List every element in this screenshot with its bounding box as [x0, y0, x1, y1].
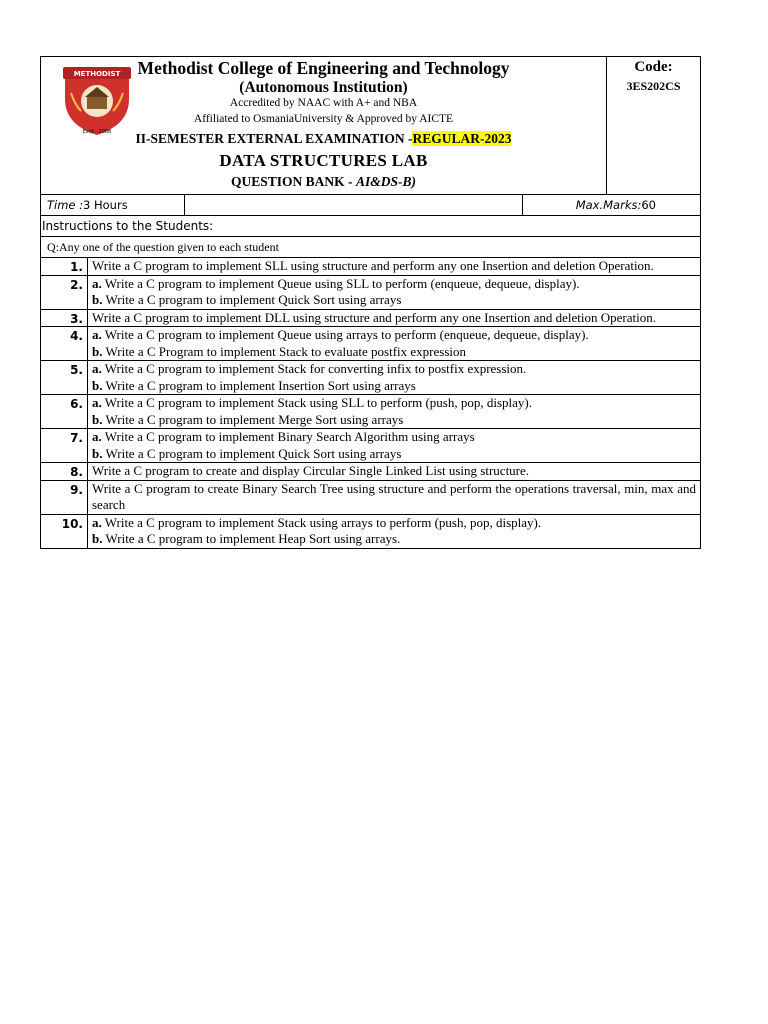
question-bank-section: AI&DS-B) — [355, 174, 416, 189]
question-row — [41, 361, 700, 395]
question-number: 6. — [41, 395, 88, 428]
code-value: 3ES202CS — [626, 79, 681, 93]
question-part-a — [92, 481, 696, 514]
part-a-text: Write a C program to implement Queue using arrays to perform (enqueue, dequeue, display). — [104, 327, 589, 342]
question-text — [88, 310, 700, 327]
question-part-b — [92, 446, 696, 463]
code-label: Code: — [634, 59, 673, 75]
question-text — [88, 258, 700, 275]
question-number: 10. — [41, 515, 88, 548]
part-a-text: Write a C program to implement Binary Search Algorithm using arrays — [104, 429, 475, 444]
part-b-label: b. — [92, 445, 103, 461]
question-bank-title — [41, 174, 606, 190]
exam-title — [41, 131, 606, 147]
part-b-label: b. — [92, 377, 103, 393]
part-a-text: Write a C program to implement Stack using arrays to perform (push, pop, display). — [104, 514, 542, 530]
part-a-text: Write a C program to create and display Circular Single Linked List using structure. — [92, 463, 530, 478]
time-marks-row — [41, 195, 700, 216]
question-text — [88, 481, 700, 514]
question-row — [41, 276, 700, 310]
question-part-a — [92, 515, 696, 532]
marks-label: Max.Marks: — [575, 198, 642, 212]
time-cell — [41, 195, 185, 215]
question-row — [41, 515, 700, 548]
part-b-label: b. — [92, 531, 103, 546]
instructions-heading: Instructions to the Students: — [41, 216, 700, 237]
question-number: 7. — [41, 429, 88, 462]
question-part-b — [92, 292, 696, 309]
part-b-text: Write a C program to implement Heap Sort using arrays. — [105, 531, 401, 546]
exam-regular-highlight: REGULAR-2023 — [412, 131, 512, 146]
accreditation-text: Accredited by NAAC with A+ and NBA — [229, 97, 418, 109]
part-a-text: Write a C program to implement DLL using structure and perform any one Insertion and deletion Operation. — [92, 309, 656, 325]
question-part-a — [92, 463, 696, 480]
blank-cell — [185, 195, 523, 215]
question-number: 2. — [41, 276, 88, 309]
question-part-a — [92, 395, 696, 412]
college-name: Methodist College of Engineering and Technology — [137, 58, 510, 78]
part-b-text: Write a C Program to implement Stack to evaluate postfix expression — [105, 343, 467, 359]
question-row — [41, 481, 700, 515]
question-part-b — [92, 412, 696, 429]
time-value: 3 Hours — [83, 198, 128, 212]
question-part-a — [92, 361, 696, 378]
question-row — [41, 327, 700, 361]
question-note: Q:Any one of the question given to each student — [41, 237, 700, 258]
question-part-a — [92, 310, 696, 327]
question-number: 8. — [41, 463, 88, 480]
question-row — [41, 310, 700, 328]
question-number: 5. — [41, 361, 88, 394]
paper-header — [41, 57, 700, 195]
question-part-a — [92, 276, 696, 293]
part-b-label: b. — [92, 411, 103, 427]
part-a-text: Write a C program to implement SLL using structure and perform any one Insertion and deletion Operation. — [92, 258, 654, 273]
part-a-label: a. — [92, 275, 102, 291]
question-part-b — [92, 378, 696, 395]
question-text — [88, 276, 700, 309]
question-text — [88, 429, 700, 462]
part-a-label: a. — [92, 395, 102, 410]
question-row — [41, 429, 700, 463]
part-a-text: Write a C program to create Binary Search Tree using structure and perform the operations traversal, min, max and search — [92, 480, 696, 512]
part-a-label: a. — [92, 429, 102, 444]
question-part-a — [92, 429, 696, 446]
code-box — [607, 57, 700, 194]
question-row — [41, 463, 700, 481]
part-a-label: a. — [92, 361, 102, 376]
question-text — [88, 327, 700, 360]
part-b-text: Write a C program to implement Quick Sort using arrays — [105, 445, 402, 461]
question-text — [88, 395, 700, 428]
part-b-text: Write a C program to implement Quick Sort using arrays — [105, 292, 402, 307]
header-main — [41, 57, 607, 194]
marks-cell — [523, 195, 700, 215]
question-text — [88, 463, 700, 480]
question-number: 9. — [41, 481, 88, 514]
autonomous-label: (Autonomous Institution) — [239, 79, 408, 96]
question-row — [41, 258, 700, 276]
time-label: Time : — [47, 198, 84, 212]
part-a-text: Write a C program to implement Stack using SLL to perform (push, pop, display). — [104, 395, 532, 410]
part-b-text: Write a C program to implement Merge Sort using arrays — [105, 411, 404, 427]
question-bank-prefix: QUESTION BANK - — [231, 174, 356, 189]
question-part-b — [92, 344, 696, 361]
question-part-b — [92, 531, 696, 548]
question-number: 1. — [41, 258, 88, 275]
question-paper — [40, 56, 701, 549]
part-a-label: a. — [92, 327, 102, 342]
affiliation-text: Affiliated to OsmaniaUniversity & Approved by AICTE — [193, 113, 454, 125]
part-a-text: Write a C program to implement Stack for converting infix to postfix expression. — [104, 361, 527, 376]
question-part-a — [92, 258, 696, 275]
part-a-text: Write a C program to implement Queue using SLL to perform (enqueue, dequeue, display). — [104, 275, 580, 291]
subject-title: DATA STRUCTURES LAB — [219, 151, 428, 170]
question-text — [88, 515, 700, 548]
svg-text:Estd : 2008: Estd : 2008 — [82, 129, 112, 135]
question-text — [88, 361, 700, 394]
question-number: 4. — [41, 327, 88, 360]
exam-title-prefix: II-SEMESTER EXTERNAL EXAMINATION - — [135, 131, 413, 146]
marks-value: 60 — [641, 198, 656, 212]
question-list — [41, 258, 700, 548]
part-a-label: a. — [92, 514, 102, 530]
part-b-label: b. — [92, 343, 103, 359]
question-number: 3. — [41, 310, 88, 327]
part-b-label: b. — [92, 292, 103, 307]
question-part-a — [92, 327, 696, 344]
part-b-text: Write a C program to implement Insertion Sort using arrays — [105, 377, 416, 393]
question-row — [41, 395, 700, 429]
svg-text:METHODIST: METHODIST — [73, 70, 121, 78]
